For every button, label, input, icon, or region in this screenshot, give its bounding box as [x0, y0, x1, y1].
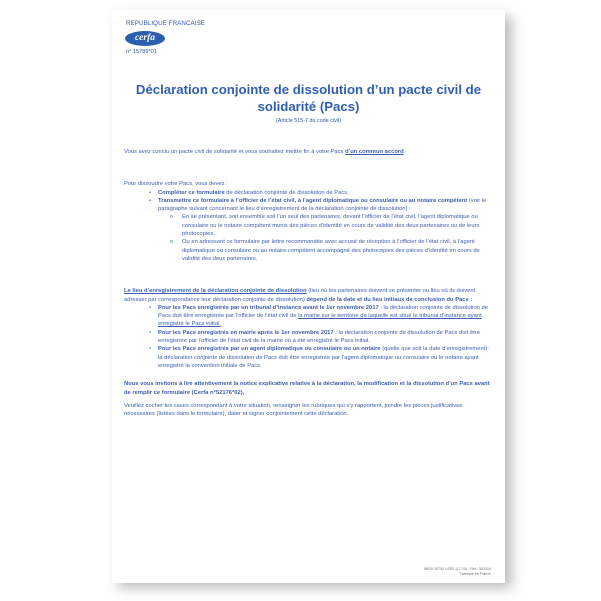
- step-sub-item-1: o En se présentant, soit ensemble soit l’un seul des partenaires, devant l’officier de l’état civil, l’agent diplomatique ou consulaire ou le notaire compétent munis des pièces d’identité en cours de validité des deux partenaires ou de leurs photocopies,: [124, 213, 493, 238]
- lieu-list: [124, 304, 493, 370]
- article-reference: (Article 515-7 du code civil): [275, 118, 341, 124]
- footer-made: Fabriqué en France: [459, 572, 491, 576]
- case1-bold: Pour les Pacs enregistrés par un tribunal d’instance avant le 1er novembre 2017: [158, 304, 379, 311]
- lieu-rest-1: (lieu où les partenaires doivent se présenter ou lieu où ils doivent adresser par correspondance leur déclaration conjointe de dissolution): [124, 288, 476, 303]
- document-title: Déclaration conjointe de dissolution d’un pacte civil de solidarité (Pacs): [135, 82, 482, 114]
- case3-bold: Pour les Pacs enregistrés par un agent diplomatique ou consulaire ou un notaire: [158, 346, 381, 353]
- case1-underlined: la mairie sur le territoire de laquelle est situé le tribunal d’instance ayant enregistré le Pacs initial.: [158, 313, 482, 328]
- case3-text: (quelle que soit la date d’enregistrement) : la déclaration conjointe de dissolution de Pacs doit être enregistrée par l’agent diplomatique ou consulaire ou le notaire ayant enregistré la convention initiale de Pacs.: [158, 346, 491, 369]
- lieu-case-2: [124, 329, 493, 346]
- step-item-2: [124, 197, 493, 214]
- lieu-case-3: [124, 345, 493, 370]
- steps-list: [124, 189, 493, 264]
- final-paragraph: Veuillez cocher les cases correspondant à votre situation, renseigner les rubriques qui s’y rapportent, joindre les pièces justificatives nécessaires (listées dans le formulaire), dater et signer conjointement cette déclaration.: [124, 402, 463, 418]
- notice-paragraph: Nous vous invitons à lire attentivement la notice explicative relative à la déclaration, la modification et la dissolution d’un Pacs avant de remplir ce formulaire (Cerfa n°52176*02).: [124, 381, 490, 396]
- step2-bold: Transmettre ce formulaire à l’officier de l’état civil, à l’agent diplomatique ou consulaire ou au notaire compétent: [158, 197, 468, 204]
- lieu-case-1: [124, 304, 493, 329]
- case2-bold: Pour les Pacs enregistrés en mairie après le 1er novembre 2017: [158, 329, 334, 336]
- cerfa-number: n° 15789*01: [126, 49, 157, 55]
- lieu-paragraph: [124, 287, 493, 304]
- lieu-bold-2: dépend de la date et du lieu initiaux de conclusion du Pacs :: [306, 296, 473, 303]
- steps-lead: Pour dissoudre votre Pacs, vous devez :: [124, 181, 228, 188]
- case1-text: : la déclaration conjointe de dissolution de Pacs doit être enregistrée par l’officier de l’état civil de: [158, 304, 488, 320]
- step-item-1: [124, 189, 493, 197]
- lieu-bold-1: Le lieu d’enregistrement de la déclaration conjointe de dissolution: [124, 288, 307, 295]
- step1-bold: Compléter ce formulaire: [158, 189, 225, 196]
- document-page: [112, 10, 505, 583]
- step2-rest: (voir le paragraphe suivant concernant le lieu d’enregistrement de la déclaration conjointe de dissolution) :: [158, 197, 487, 213]
- intro-accord: d’un commun accord: [345, 149, 404, 155]
- case2-text: : la déclaration conjointe de dissolution de Pacs doit être enregistrée par l’officier de l’état civil de la mairie où a été enregistré le Pacs initial.: [158, 329, 480, 345]
- intro-paragraph: [124, 148, 493, 156]
- footer-ref: MEDI 30700 UZÈS (17-10) - Réf : 302424: [424, 567, 491, 571]
- intro-end: .: [403, 149, 406, 155]
- step-sub-item-2: o Ou en adressant ce formulaire par lettre recommandée avec accusé de réception à l’officier de l’état civil, à l’agent diplomatique ou consulaire ou au notaire compétent accompagné des photocopies des pièces d’identité en cours de validité des deux partenaires.: [124, 238, 493, 263]
- intro-text: Vous avez conclu un pacte civil de solidarité et vous souhaitez mettre fin à votre Pacs: [124, 149, 346, 155]
- page-footer: [424, 567, 491, 577]
- step1-rest: de déclaration conjointe de dissolution de Pacs,: [224, 189, 349, 196]
- republique-label: REPUBLIQUE FRANCAISE: [126, 20, 206, 27]
- document-body: [122, 124, 495, 418]
- cerfa-logo: cerfa: [125, 31, 165, 46]
